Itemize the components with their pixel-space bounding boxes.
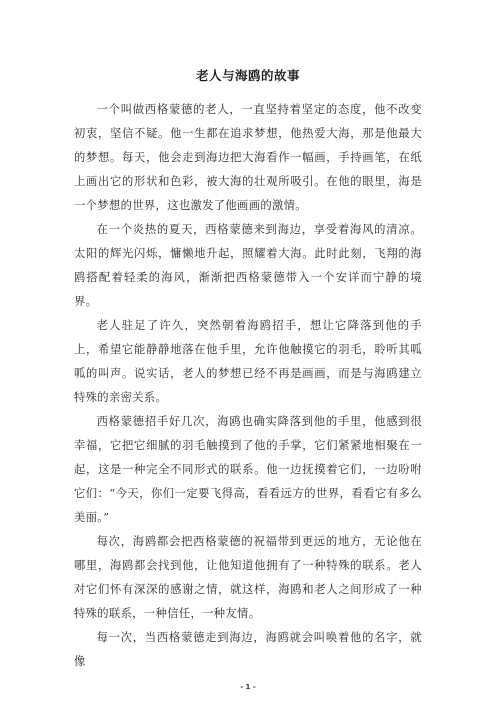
- paragraph: 在一个炎热的夏天，西格蒙德来到海边，享受着海风的清凉。太阳的辉光闪烁，慵懒地升起，照耀着大海。此时此刻，飞翔的海鸥搭配着轻柔的海风，渐渐把西格蒙德带入一个安详而宁静的境界。: [74, 223, 422, 308]
- paragraph: 一个叫做西格蒙德的老人，一直坚持着坚定的态度，他不改变初衷，坚信不疑。他一生都在追求梦想，他热爱大海，那是他最大的梦想。每天，他会走到海边把大海看作一幅画，手持画笔，在纸上画出它的形状和色彩，被大海的壮观所吸引。在他的眼里，海是一个梦想的世界，这也激发了他画画的激情。: [74, 103, 422, 212]
- document-body: [74, 98, 422, 674]
- document-title: 老人与海鸥的故事: [195, 68, 300, 83]
- page-number: - 1 -: [240, 683, 256, 691]
- paragraph: 西格蒙德招手好几次，海鸥也确实降落到他的手里，他感到很幸福，它把它细腻的羽毛触摸到了他的手掌，它们紧紧地相聚在一起，这是一种完全不同形式的联系。他一边抚摸着它们，一边吩咐它们：“今天，你们一定要飞得高，看看远方的世界，看看它有多么美丽。”: [74, 415, 422, 524]
- paragraph: 每一次，当西格蒙德走到海边，海鸥就会叫唤着他的名字，就像: [74, 631, 422, 668]
- paragraph: 每次，海鸥都会把西格蒙德的祝福带到更远的地方，无论他在哪里，海鸥都会找到他，让他知道他拥有了一种特殊的联系。老人对它们怀有深深的感谢之情，就这样，海鸥和老人之间形成了一种特殊的联系，一种信任，一种友情。: [74, 535, 422, 620]
- paragraph: 老人驻足了许久，突然朝着海鸥招手，想让它降落到他的手上，希望它能静静地落在他手里，允许他触摸它的羽毛，聆听其呱呱的叫声。说实话，老人的梦想已经不再是画画，而是与海鸥建立特殊的亲密关系。: [74, 319, 422, 404]
